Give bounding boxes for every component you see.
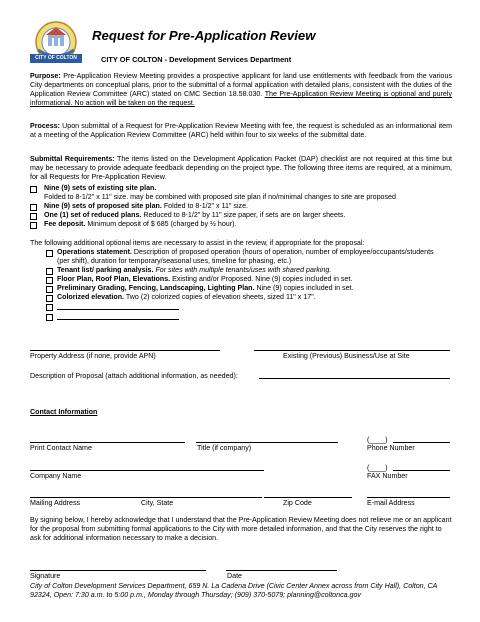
item-title: Nine (9) sets of existing site plan. — [44, 184, 157, 192]
print-name-label: Print Contact Name — [30, 444, 92, 452]
purpose-note: The Pre-Application Review Meeting is optional and purely informational. No action will be taken on the request. — [30, 90, 452, 108]
existing-use-field[interactable] — [254, 350, 450, 351]
optional-item[interactable] — [46, 293, 446, 302]
title-label: Title (if company) — [197, 444, 252, 452]
item-description: Description of proposed operation (hours of operation, number of employee/occupants/students (per shift), duration for temporary/seasonal uses, timeline for phasing, etc.) — [57, 248, 434, 265]
checkbox[interactable] — [46, 250, 53, 257]
zip-label: Zip Code — [283, 499, 312, 507]
checkbox[interactable] — [30, 222, 37, 229]
checkbox[interactable] — [46, 277, 53, 284]
process-paragraph — [30, 122, 452, 140]
page-title: Request for Pre-Application Review — [92, 28, 316, 43]
optional-item[interactable] — [46, 284, 446, 293]
item-description: Folded to 8-1/2" x 11" size. — [163, 202, 249, 210]
item-title: One (1) set of reduced plans. — [44, 211, 142, 219]
footer-contact: City of Colton Development Services Department, 659 N. La Cadena Drive (Civic Center Annex across from City Hall), Colton, CA 92324, Open: 7:30 a.m. to 5:00 p.m., Monday through Thursday; (909) 370-5079; planning@coltonca.gov — [30, 582, 438, 600]
phone-label: Phone Number — [367, 444, 415, 452]
existing-use-label: Existing (Previous) Business/Use at Site — [283, 352, 410, 360]
property-address-label: Property Address (if none, provide APN) — [30, 352, 156, 360]
submittal-paragraph — [30, 155, 452, 182]
item-title: Nine (9) sets of proposed site plan. — [44, 202, 162, 210]
required-item[interactable] — [30, 220, 450, 229]
required-item[interactable] — [30, 202, 450, 211]
city-logo — [26, 18, 86, 70]
department-name: CITY OF COLTON - Development Services Department — [101, 55, 292, 64]
checkbox[interactable] — [30, 186, 37, 193]
date-label: Date — [227, 572, 242, 580]
item-title: Operations statement. — [57, 248, 132, 256]
fax-label: FAX Number — [367, 472, 408, 480]
item-title: Tenant list/ parking analysis. — [57, 266, 154, 274]
email-field[interactable] — [367, 497, 450, 498]
checkbox[interactable] — [46, 295, 53, 302]
checkbox[interactable] — [30, 204, 37, 211]
contact-heading: Contact Information — [30, 408, 98, 416]
required-item[interactable] — [30, 211, 450, 220]
item-description: For sites with multiple tenants/uses with shared parking. — [155, 266, 332, 274]
description-label: Description of Proposal (attach additional information, as needed): — [30, 372, 238, 380]
mailing-address-label: Mailing Address — [30, 499, 81, 507]
item-description: Reduced to 8-1/2" by 11" size paper, if sets are on larger sheets. — [143, 211, 346, 219]
purpose-label: Purpose: — [30, 72, 61, 80]
checkbox[interactable] — [30, 213, 37, 220]
required-item[interactable] — [30, 184, 450, 202]
item-description: Folded to 8-1/2" x 11" size. may be combined with proposed site plan if no/minimal changes to site are proposed — [44, 193, 396, 201]
logo-text: CITY OF COLTON — [35, 55, 77, 61]
blank-line[interactable] — [57, 309, 179, 310]
fax-field[interactable] — [393, 470, 450, 471]
title-field[interactable] — [196, 442, 338, 443]
contact-name-field[interactable] — [30, 442, 185, 443]
property-address-field[interactable] — [30, 350, 220, 351]
process-text: Upon submittal of a Request for Pre-Application Review Meeting with fee, the request is scheduled as an informational item at a meeting of the Application Review Committee (ARC) held within four to six weeks of the submittal date. — [30, 122, 452, 140]
signature-field[interactable] — [30, 570, 206, 571]
item-title: Floor Plan, Roof Plan, Elevations. — [57, 275, 171, 283]
phone-area-code[interactable]: (____) — [367, 436, 388, 444]
item-title: Fee deposit. — [44, 220, 86, 228]
checkbox[interactable] — [46, 286, 53, 293]
purpose-paragraph — [30, 72, 452, 108]
optional-item[interactable] — [46, 275, 446, 284]
optional-item[interactable] — [46, 266, 446, 275]
item-title: Preliminary Grading, Fencing, Landscaping, Lighting Plan. — [57, 284, 255, 292]
email-label: E-mail Address — [367, 499, 415, 507]
acknowledgement-text: By signing below, I hereby acknowledge that I understand that the Pre-Application Review Meeting does not relieve me or an applicant for the proposal from submitting formal applications to the City with more detailed information, and that the City reserves the right to ask for additional information necessary to make a decision. — [30, 516, 452, 543]
purpose-text: Pre-Application Review Meeting provides a prospective applicant for land use entitlements with feedback from the various City departments on conceptual plans, prior to the submittal of a formal application with detailed plans, consistent with the duties of the Application Review Committee (ARC) stated on CMC Section 18.58.030. — [30, 72, 452, 99]
mailing-address-field[interactable] — [30, 497, 262, 498]
company-name-field[interactable] — [30, 470, 264, 471]
checkbox[interactable] — [46, 304, 53, 311]
item-title: Colorized elevation. — [57, 293, 125, 301]
phone-field[interactable] — [393, 442, 450, 443]
fax-area-code[interactable]: (____) — [367, 464, 388, 472]
city-seal-icon — [26, 18, 86, 70]
city-state-label: City, State — [141, 499, 174, 507]
description-field[interactable] — [259, 378, 450, 379]
process-label: Process: — [30, 122, 60, 130]
item-description: Minimum deposit of $ 685 (charged by ½ hour). — [87, 220, 237, 228]
zip-field[interactable] — [264, 497, 352, 498]
blank-line[interactable] — [57, 319, 179, 320]
item-description: Two (2) colorized copies of elevation sheets, sized 11" x 17". — [125, 293, 316, 301]
item-description: Nine (9) copies included in set. — [256, 284, 354, 292]
item-description: Existing and/or Proposed. Nine (9) copies included in set. — [172, 275, 353, 283]
optional-item[interactable] — [46, 248, 446, 266]
submittal-text: The items listed on the Development Application Packet (DAP) checklist are not required at this time but may be necessary to provide adequate feedback depending on the project type. The following three items are required, at a minimum, for all Requests for Pre-Application Review. — [30, 155, 452, 182]
company-name-label: Company Name — [30, 472, 82, 480]
signature-label: Signature — [30, 572, 61, 580]
optional-intro: The following additional optional items are necessary to assist in the review, if appropriate for the proposal: — [30, 239, 365, 247]
checkbox[interactable] — [46, 268, 53, 275]
date-field[interactable] — [226, 570, 337, 571]
checkbox[interactable] — [46, 314, 53, 321]
submittal-label: Submittal Requirements: — [30, 155, 115, 163]
